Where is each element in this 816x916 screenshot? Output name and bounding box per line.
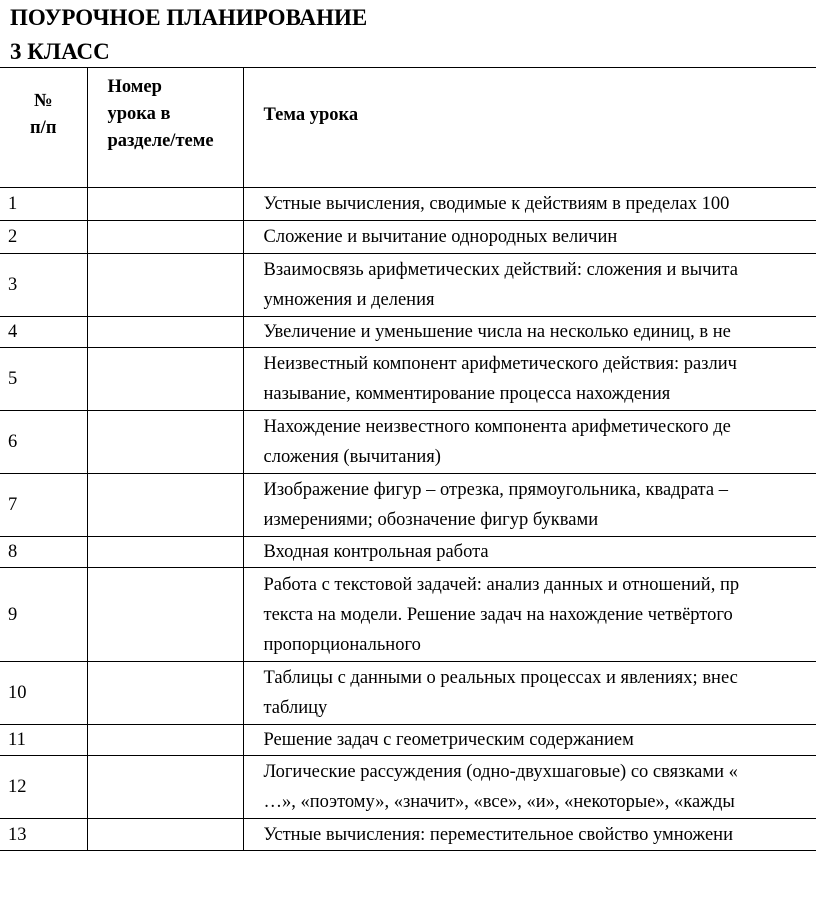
table-row [0, 474, 816, 537]
topic-line: Таблицы с данными о реальных процессах и явлениях; внес [263, 668, 738, 688]
row-lesson-in-section [87, 221, 243, 254]
table-body [0, 188, 816, 851]
table-row [0, 254, 816, 317]
row-number: 7 [0, 474, 87, 537]
table-row [0, 317, 816, 348]
row-lesson-in-section [87, 317, 243, 348]
topic-line: Устные вычисления, сводимые к действиям в пределах 100 [263, 194, 730, 214]
row-number: 3 [0, 254, 87, 317]
topic-line: Решение задач с геометрическим содержанием [263, 730, 634, 750]
row-lesson-in-section [87, 725, 243, 756]
row-number: 10 [0, 662, 87, 725]
topic-line: текста на модели. Решение задач на нахождение четвёртого [263, 604, 733, 625]
row-lesson-in-section [87, 568, 243, 662]
page-title: ПОУРОЧНОЕ ПЛАНИРОВАНИЕ [10, 5, 368, 30]
row-topic [243, 474, 816, 537]
row-topic [243, 756, 816, 819]
topic-line: измерениями; обозначение фигур буквами [263, 510, 599, 530]
row-number: 13 [0, 819, 87, 851]
row-topic [243, 819, 816, 851]
row-lesson-in-section [87, 819, 243, 851]
topic-line: таблицу [263, 698, 328, 718]
row-lesson-in-section [87, 254, 243, 317]
row-number: 12 [0, 756, 87, 819]
topic-line: Устные вычисления: переместительное свойство умножени [263, 824, 733, 845]
row-number: 4 [0, 317, 87, 348]
row-topic [243, 254, 816, 317]
topic-line: Работа с текстовой задачей: анализ данных и отношений, пр [263, 574, 740, 595]
topic-line: Изображение фигур – отрезка, прямоугольника, квадрата – [263, 480, 728, 500]
header-number [0, 68, 87, 188]
header-topic: Тема урока [243, 68, 816, 188]
table-row [0, 348, 816, 411]
row-topic [243, 568, 816, 662]
row-topic [243, 662, 816, 725]
topic-line: сложения (вычитания) [263, 447, 441, 467]
topic-line: Неизвестный компонент арифметического действия: различ [263, 354, 737, 374]
header-lesson-line: разделе/теме [107, 131, 214, 151]
topic-line: …», «поэтому», «значит», «все», «и», «некоторые», «кажды [263, 792, 735, 812]
row-topic [243, 725, 816, 756]
row-number: 1 [0, 188, 87, 221]
row-lesson-in-section [87, 662, 243, 725]
header-lesson-line: урока в [107, 104, 171, 124]
row-topic [243, 537, 816, 568]
topic-line: Взаимосвязь арифметических действий: сложения и вычита [263, 260, 738, 280]
row-number: 8 [0, 537, 87, 568]
table-row [0, 725, 816, 756]
row-number: 2 [0, 221, 87, 254]
header-lesson-line: Номер [107, 77, 162, 97]
topic-line: умножения и деления [263, 290, 435, 310]
topic-line: Сложение и вычитание однородных величин [263, 227, 618, 247]
row-lesson-in-section [87, 756, 243, 819]
header-lesson-in-section [87, 68, 243, 188]
table-row [0, 756, 816, 819]
topic-line: Нахождение неизвестного компонента арифметического де [263, 417, 731, 437]
table-row [0, 188, 816, 221]
row-topic [243, 411, 816, 474]
row-topic [243, 317, 816, 348]
row-lesson-in-section [87, 411, 243, 474]
header-number-line: № [33, 91, 53, 111]
row-topic [243, 348, 816, 411]
row-number: 9 [0, 568, 87, 662]
table-row [0, 819, 816, 851]
row-lesson-in-section [87, 348, 243, 411]
table-row [0, 221, 816, 254]
table-row [0, 411, 816, 474]
row-number: 11 [0, 725, 87, 756]
table-row [0, 537, 816, 568]
row-lesson-in-section [87, 188, 243, 221]
row-topic [243, 221, 816, 254]
row-lesson-in-section [87, 537, 243, 568]
row-number: 6 [0, 411, 87, 474]
topic-line: пропорционального [263, 634, 421, 655]
topic-line: Входная контрольная работа [263, 542, 489, 562]
row-lesson-in-section [87, 474, 243, 537]
topic-line: Логические рассуждения (одно-двухшаговые) со связками « [263, 762, 738, 782]
header-number-line: п/п [30, 118, 57, 138]
lesson-plan-table [0, 67, 816, 851]
row-topic [243, 188, 816, 221]
table-row [0, 662, 816, 725]
table-header-row [0, 68, 816, 188]
row-number: 5 [0, 348, 87, 411]
topic-line: называние, комментирование процесса нахождения [263, 384, 671, 404]
page-subtitle: 3 КЛАСС [10, 39, 110, 64]
table-row [0, 568, 816, 662]
topic-line: Увеличение и уменьшение числа на несколько единиц, в не [263, 322, 731, 342]
